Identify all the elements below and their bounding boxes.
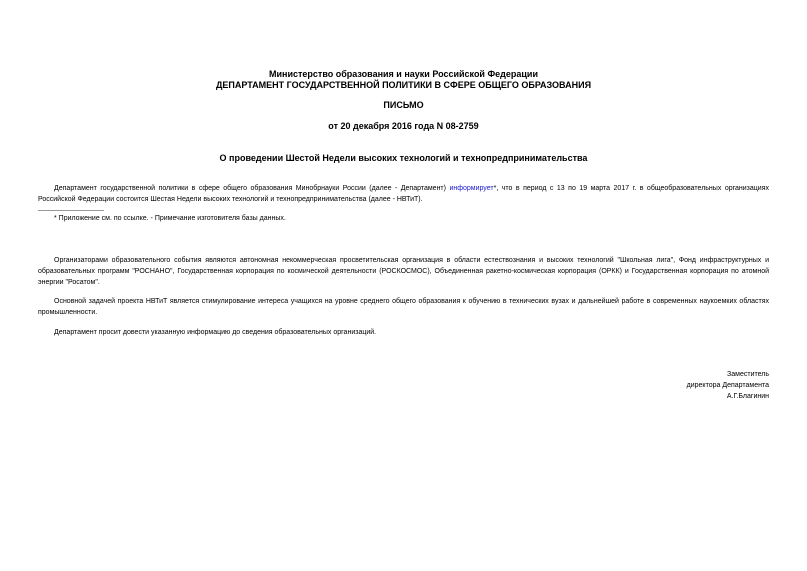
subject-heading: О проведении Шестой Недели высоких технологий и технопредпринимательства bbox=[219, 153, 588, 163]
footnote-divider bbox=[38, 210, 104, 211]
date-number-heading: от 20 декабря 2016 года N 08-2759 bbox=[328, 121, 479, 131]
paragraph-intro bbox=[38, 183, 769, 205]
paragraph-request bbox=[38, 327, 769, 338]
paragraph-intro-text: Департамент государственной политики в сфере общего образования Минобрнауки России (далее - Департамент) bbox=[54, 185, 450, 192]
signature-name: А.Г.Благинин bbox=[726, 393, 769, 400]
ministry-heading: Министерство образования и науки Российской Федерации bbox=[269, 69, 538, 79]
footnote-text: * Приложение см. по ссылке. - Примечание изготовителя базы данных. bbox=[54, 215, 286, 222]
department-heading: ДЕПАРТАМЕНТ ГОСУДАРСТВЕННОЙ ПОЛИТИКИ В СФЕРЕ ОБЩЕГО ОБРАЗОВАНИЯ bbox=[215, 80, 592, 90]
paragraph-goal bbox=[38, 296, 769, 318]
document-type-heading: ПИСЬМО bbox=[383, 100, 424, 110]
paragraph-intro-text-continued: *, что в период с 13 по 19 марта 2017 г. в общеобразовательных организациях Российской Федерации состоится Шестая Недели высоких технологий и технопредпринимательства (далее - НВТиТ). bbox=[38, 185, 769, 203]
signature-title-line1: Заместитель bbox=[727, 371, 769, 378]
signature-title-line2: директора Департамента bbox=[686, 382, 769, 389]
paragraph-organizers bbox=[38, 255, 769, 288]
paragraph-goal-text: Основной задачей проекта НВТиТ является стимулирование интереса учащихся на уровне среднего общего образования к обучению в технических вузах и дальнейшей работе в современных наукоемких областях промышленности. bbox=[38, 298, 769, 316]
informs-link[interactable]: информирует bbox=[449, 185, 494, 192]
paragraph-request-text: Департамент просит довести указанную информацию до сведения образовательных организаций. bbox=[54, 329, 377, 336]
paragraph-organizers-text: Организаторами образовательного события являются автономная некоммерческая просветительская организация в области естествознания и высоких технологий "Школьная лига", Фонд инфраструктурных и образовательных программ "РОСНАНО", Государственная корпорация по космической деятельности (РОСКОСМОС), Объединенная ракетно-космическая корпорация (ОРКК) и Государственная корпорация по атомной энергии "Росатом". bbox=[38, 257, 769, 286]
